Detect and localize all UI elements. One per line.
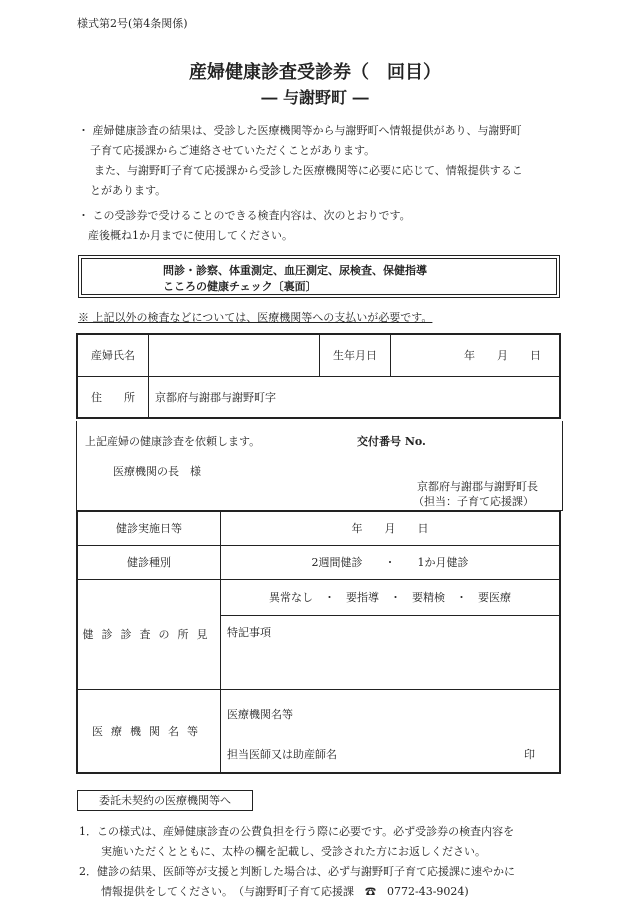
issuer-dept: （担当：子育て応援課） [413, 495, 534, 508]
findings-options[interactable]: 異常なし ・ 要指導 ・ 要精検 ・ 要医療 [221, 579, 561, 615]
patient-info-table [76, 333, 561, 419]
address-label: 住 所 [77, 376, 149, 418]
issue-number-label: 交付番号 No. [357, 435, 426, 448]
issuer: 京都府与謝郡与謝野町長 [417, 480, 538, 493]
non-contract-tag: 委託未契約の医療機関等へ [77, 790, 253, 811]
intro-line: また、与謝野町子育て応援課から受診した医療機関等に必要に応じて、情報提供するこ [94, 164, 523, 177]
footer-item-1 [79, 822, 559, 862]
intro-paragraph-1 [78, 121, 568, 201]
request-section [76, 421, 563, 511]
intro-line: 子育て応援課からご連絡させていただくことがあります。 [90, 144, 376, 157]
type-options[interactable]: 2週間健診 ・ 1か月健診 [221, 545, 561, 579]
seal-mark: 印 [524, 747, 535, 761]
intro-line: とがあります。 [90, 184, 167, 197]
intro-line: 産後概ね1か月までに使用してください。 [88, 229, 293, 242]
doctor-label: 担当医師又は助産師名 [227, 747, 337, 761]
footer-line: 2．健診の結果、医師等が支援と判断した場合は、必ず与謝野町子育て応援課に速やかに [79, 865, 515, 878]
exam-items-line: こころの健康チェック〔裏面〕 [163, 280, 317, 293]
footer-line: 実施いただくとともに、太枠の欄を記載し、受診された方にお返しください。 [101, 845, 486, 858]
form-number: 様式第2号(第4条関係) [77, 17, 188, 30]
type-label: 健診種別 [77, 545, 221, 579]
name-label: 産婦氏名 [77, 334, 149, 376]
institution-label: 医療機関名等 [77, 689, 221, 773]
institution-name-label: 医療機関名等 [227, 707, 293, 721]
footer-line: 情報提供をしてください。 （与謝野町子育て応援課 ☎ 0772-43-9024) [101, 885, 469, 898]
birth-label: 生年月日 [320, 334, 391, 376]
footer-item-2 [79, 862, 559, 902]
addressee: 医療機関の長 様 [113, 465, 201, 478]
intro-line: ・ この受診券で受けることのできる検査内容は、次のとおりです。 [78, 209, 411, 222]
date-label: 健診実施日等 [77, 511, 221, 545]
date-field[interactable]: 年 月 日 [221, 511, 561, 545]
page-title: 産婦健康診査受診券（ 回目） [189, 62, 441, 83]
address-field[interactable]: 京都府与謝郡与謝野町字 [149, 376, 561, 418]
payment-note: ※ 上記以外の検査などについては、医療機関等への支払いが必要です。 [78, 311, 433, 324]
request-text: 上記産婦の健康診査を依頼します。 [85, 435, 261, 448]
name-field[interactable] [149, 334, 320, 376]
exam-items-box [78, 255, 560, 298]
remarks-label: 特記事項 [227, 625, 271, 639]
findings-label: 健診診査の所見 [77, 579, 221, 689]
birth-field[interactable]: 年 月 日 [391, 334, 561, 376]
intro-paragraph-2 [78, 206, 568, 246]
exam-items-line: 問診・診察、体重測定、血圧測定、尿検査、保健指導 [163, 264, 427, 277]
intro-line: ・ 産婦健康診査の結果は、受診した医療機関等から与謝野町へ情報提供があり、与謝野町 [78, 124, 522, 137]
page-subtitle: ― 与謝野町 ― [261, 88, 369, 107]
institution-field[interactable] [221, 689, 561, 773]
exam-result-table [76, 510, 561, 774]
footer-line: 1．この様式は、産婦健康診査の公費負担を行う際に必要です。必ず受診券の検査内容を [79, 825, 515, 838]
remarks-field[interactable] [221, 615, 561, 689]
